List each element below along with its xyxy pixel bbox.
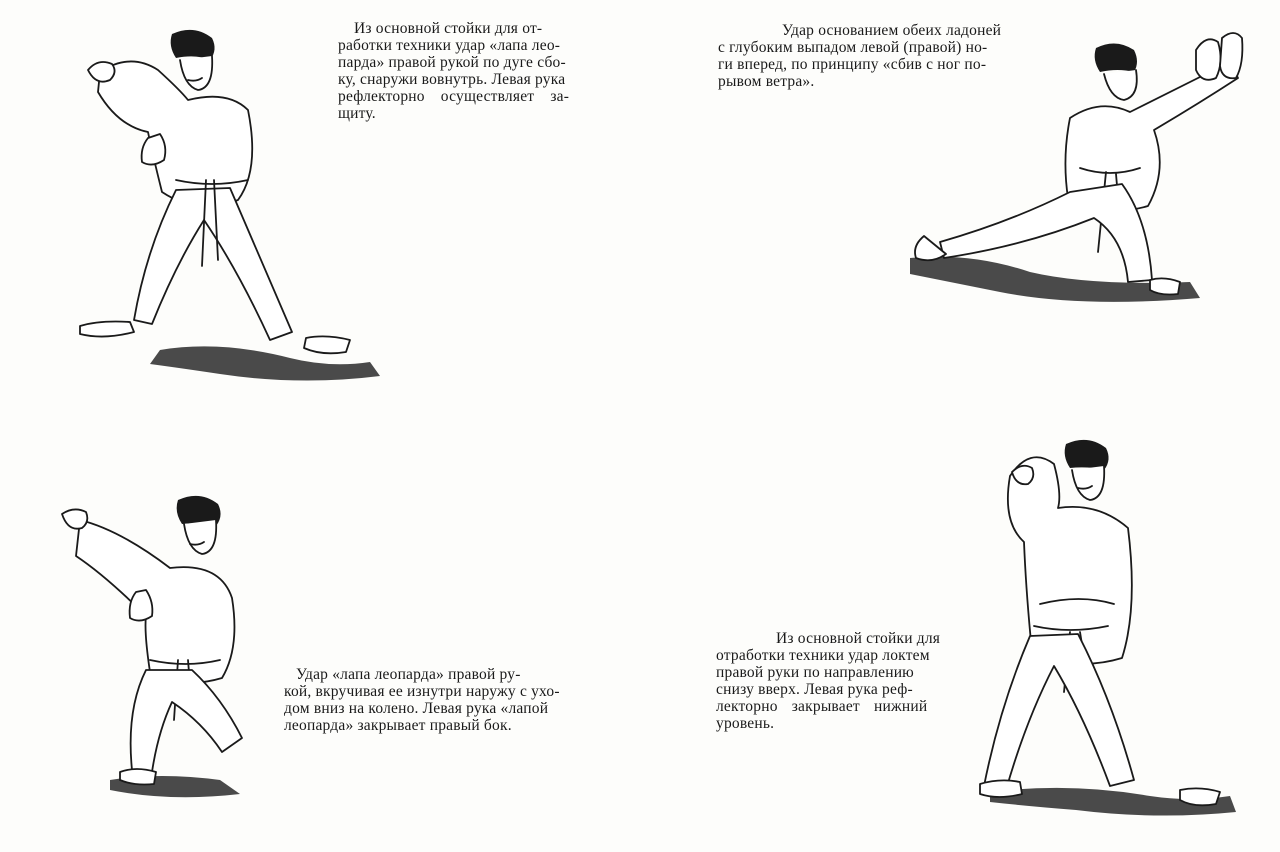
fighter-4-drawing [970, 436, 1250, 826]
illustration-fighter-4 [970, 436, 1250, 826]
caption-1-line: парда» правой рукой по дуге сбо- [338, 54, 566, 71]
caption-1 [338, 20, 594, 122]
caption-3-line: кой, вкручивая ее изнутри наружу с ухо- [284, 683, 560, 700]
illustration-fighter-1 [70, 20, 380, 380]
caption-3 [284, 666, 590, 734]
caption-2-line: ги вперед, по принципу «сбив с ног по- [718, 56, 987, 73]
caption-4-line: правой руки по направлению [716, 664, 914, 681]
caption-3-line: леопарда» закрывает правый бок. [284, 717, 512, 734]
fighter-3-drawing [50, 490, 270, 810]
caption-2-line: рывом ветра». [718, 73, 815, 90]
caption-1-line: работки техники удар «лапа лео- [338, 37, 561, 54]
caption-4 [716, 630, 980, 732]
caption-1-line: рефлекторно осуществляет за- [338, 88, 570, 105]
caption-1-line: ку, снаружи вовнутрь. Левая рука [338, 71, 566, 88]
caption-4-line: уровень. [716, 715, 775, 732]
caption-3-line: Удар «лапа леопарда» правой ру- [296, 666, 521, 683]
caption-2-line: Удар основанием обеих ладоней [782, 22, 1002, 39]
caption-4-line: Из основной стойки для [776, 630, 941, 647]
caption-1-line: щиту. [338, 105, 376, 122]
caption-4-line: лекторно закрывает нижний [716, 698, 928, 715]
fighter-1-drawing [70, 20, 380, 380]
illustration-fighter-3 [50, 490, 270, 810]
caption-2 [718, 22, 1026, 90]
caption-2-line: с глубоким выпадом левой (правой) но- [718, 39, 988, 56]
caption-1-line: Из основной стойки для от- [354, 20, 543, 37]
caption-4-line: снизу вверх. Левая рука реф- [716, 681, 913, 698]
caption-4-line: отработки техники удар локтем [716, 647, 930, 664]
caption-3-line: дом вниз на колено. Левая рука «лапой [284, 700, 549, 717]
